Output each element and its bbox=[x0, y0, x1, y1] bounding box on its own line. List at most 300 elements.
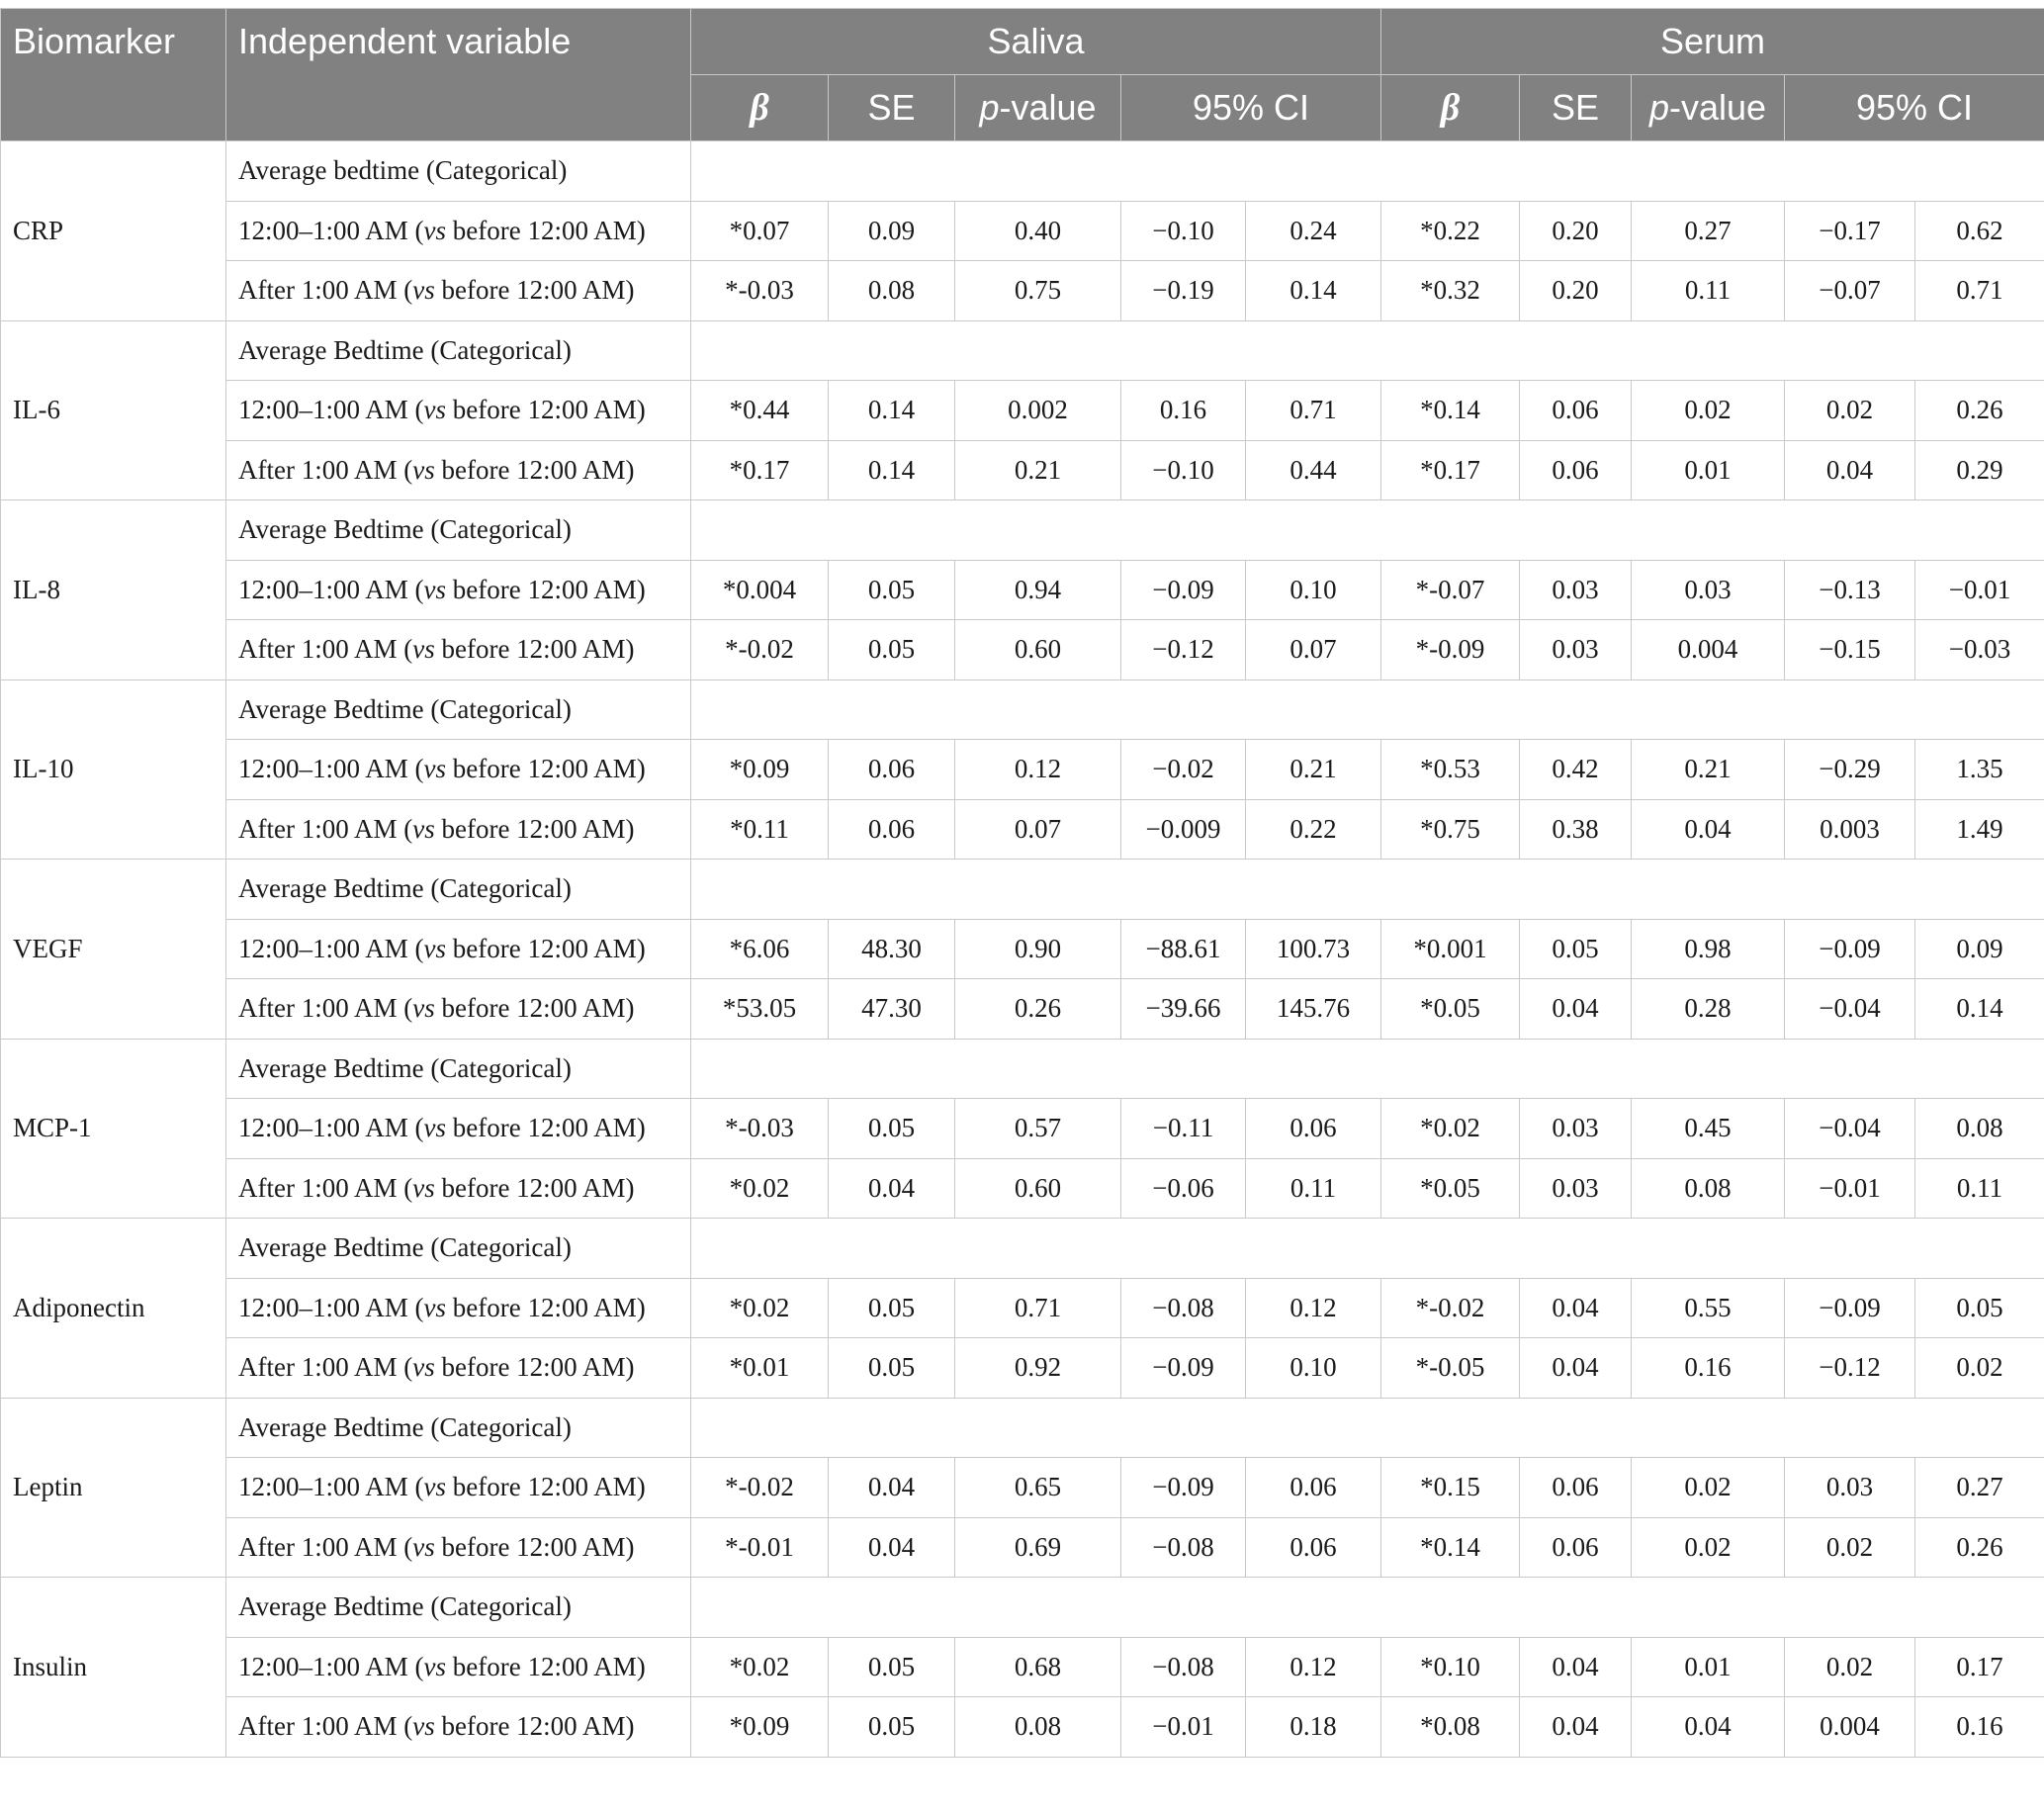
serum-beta-cell: *0.53 bbox=[1381, 740, 1520, 800]
serum-ci-lower-cell: 0.02 bbox=[1785, 1517, 1915, 1578]
serum-ci-lower-cell: −0.04 bbox=[1785, 1099, 1915, 1159]
saliva-p-value-cell: 0.65 bbox=[955, 1458, 1121, 1518]
serum-ci-lower-cell: −0.17 bbox=[1785, 201, 1915, 261]
empty-cell bbox=[691, 680, 2044, 740]
saliva-se-cell: 0.05 bbox=[829, 1099, 955, 1159]
serum-beta-cell: *0.22 bbox=[1381, 201, 1520, 261]
iv-vs: vs bbox=[412, 634, 435, 665]
saliva-beta-cell: *-0.02 bbox=[691, 620, 829, 680]
saliva-se-cell: 47.30 bbox=[829, 979, 955, 1040]
header-saliva-ci: 95% CI bbox=[1121, 75, 1381, 141]
saliva-p-value-cell: 0.26 bbox=[955, 979, 1121, 1040]
table-row bbox=[1, 1099, 2044, 1159]
saliva-se-cell: 0.09 bbox=[829, 201, 955, 261]
header-saliva-se: SE bbox=[829, 75, 955, 141]
iv-suffix: before 12:00 AM) bbox=[434, 1172, 635, 1203]
saliva-se-cell: 0.05 bbox=[829, 1338, 955, 1399]
p-suffix: -value bbox=[1669, 87, 1767, 128]
serum-se-cell: 0.03 bbox=[1520, 1099, 1632, 1159]
serum-se-cell: 0.20 bbox=[1520, 201, 1632, 261]
saliva-se-cell: 0.06 bbox=[829, 799, 955, 860]
empty-cell bbox=[691, 1398, 2044, 1458]
iv-prefix: 12:00–1:00 AM ( bbox=[238, 933, 424, 963]
saliva-p-value-cell: 0.75 bbox=[955, 261, 1121, 321]
saliva-ci-upper-cell: 0.11 bbox=[1246, 1158, 1381, 1219]
iv-suffix: before 12:00 AM) bbox=[434, 634, 635, 665]
table-row bbox=[1, 1158, 2044, 1219]
saliva-ci-upper-cell: 0.10 bbox=[1246, 560, 1381, 620]
iv-suffix: before 12:00 AM) bbox=[446, 1472, 646, 1502]
serum-ci-lower-cell: 0.03 bbox=[1785, 1458, 1915, 1518]
saliva-p-value-cell: 0.68 bbox=[955, 1637, 1121, 1697]
iv-prefix: After 1:00 AM ( bbox=[238, 1172, 413, 1203]
serum-se-cell: 0.03 bbox=[1520, 620, 1632, 680]
iv-vs: vs bbox=[423, 1292, 447, 1322]
saliva-beta-cell: *-0.02 bbox=[691, 1458, 829, 1518]
iv-prefix: After 1:00 AM ( bbox=[238, 275, 413, 306]
saliva-se-cell: 0.04 bbox=[829, 1158, 955, 1219]
table-row bbox=[1, 1517, 2044, 1578]
independent-variable-cell bbox=[226, 1637, 691, 1697]
saliva-beta-cell: *0.11 bbox=[691, 799, 829, 860]
serum-ci-upper-cell: 0.09 bbox=[1915, 919, 2044, 979]
iv-suffix: before 12:00 AM) bbox=[434, 993, 635, 1024]
iv-suffix: before 12:00 AM) bbox=[434, 275, 635, 306]
saliva-beta-cell: *0.17 bbox=[691, 440, 829, 500]
table-row bbox=[1, 1039, 2044, 1099]
iv-prefix: After 1:00 AM ( bbox=[238, 1352, 413, 1383]
empty-cell bbox=[691, 1219, 2044, 1279]
independent-variable-cell bbox=[226, 440, 691, 500]
table-row bbox=[1, 919, 2044, 979]
table-body bbox=[1, 141, 2044, 1758]
saliva-p-value-cell: 0.08 bbox=[955, 1697, 1121, 1758]
saliva-beta-cell: *0.01 bbox=[691, 1338, 829, 1399]
p-italic: p bbox=[1648, 87, 1669, 128]
saliva-ci-upper-cell: 0.06 bbox=[1246, 1458, 1381, 1518]
saliva-beta-cell: *-0.03 bbox=[691, 1099, 829, 1159]
serum-ci-lower-cell: 0.02 bbox=[1785, 1637, 1915, 1697]
iv-vs: vs bbox=[412, 813, 435, 844]
serum-se-cell: 0.38 bbox=[1520, 799, 1632, 860]
serum-beta-cell: *0.14 bbox=[1381, 1517, 1520, 1578]
empty-cell bbox=[691, 1039, 2044, 1099]
category-label: Average Bedtime (Categorical) bbox=[226, 500, 691, 561]
biomarker-cell: IL-10 bbox=[1, 680, 226, 860]
saliva-beta-cell: *6.06 bbox=[691, 919, 829, 979]
saliva-ci-upper-cell: 0.06 bbox=[1246, 1517, 1381, 1578]
iv-vs: vs bbox=[412, 993, 435, 1024]
biomarker-cell: MCP-1 bbox=[1, 1039, 226, 1219]
category-label: Average Bedtime (Categorical) bbox=[226, 1398, 691, 1458]
biomarker-cell: Adiponectin bbox=[1, 1219, 226, 1399]
category-label: Average Bedtime (Categorical) bbox=[226, 1578, 691, 1638]
iv-suffix: before 12:00 AM) bbox=[446, 1651, 646, 1681]
iv-prefix: After 1:00 AM ( bbox=[238, 634, 413, 665]
iv-prefix: 12:00–1:00 AM ( bbox=[238, 215, 424, 245]
results-table bbox=[0, 8, 2044, 1758]
header-serum-ci: 95% CI bbox=[1785, 75, 2044, 141]
saliva-se-cell: 48.30 bbox=[829, 919, 955, 979]
iv-vs: vs bbox=[412, 1352, 435, 1383]
serum-beta-cell: *0.15 bbox=[1381, 1458, 1520, 1518]
serum-se-cell: 0.06 bbox=[1520, 440, 1632, 500]
serum-p-value-cell: 0.01 bbox=[1632, 440, 1785, 500]
table-row bbox=[1, 141, 2044, 202]
table-row bbox=[1, 1458, 2044, 1518]
saliva-beta-cell: *0.09 bbox=[691, 1697, 829, 1758]
empty-cell bbox=[691, 320, 2044, 381]
serum-ci-upper-cell: 0.05 bbox=[1915, 1278, 2044, 1338]
saliva-ci-upper-cell: 0.12 bbox=[1246, 1278, 1381, 1338]
serum-ci-upper-cell: 1.49 bbox=[1915, 799, 2044, 860]
saliva-ci-lower-cell: −0.08 bbox=[1121, 1517, 1246, 1578]
serum-se-cell: 0.05 bbox=[1520, 919, 1632, 979]
iv-prefix: After 1:00 AM ( bbox=[238, 813, 413, 844]
table-row bbox=[1, 740, 2044, 800]
category-label: Average Bedtime (Categorical) bbox=[226, 860, 691, 920]
iv-vs: vs bbox=[423, 1113, 447, 1143]
iv-suffix: before 12:00 AM) bbox=[434, 1711, 635, 1742]
independent-variable-cell bbox=[226, 1278, 691, 1338]
saliva-ci-upper-cell: 0.10 bbox=[1246, 1338, 1381, 1399]
empty-cell bbox=[691, 860, 2044, 920]
header-saliva-beta: β bbox=[691, 75, 829, 141]
saliva-ci-upper-cell: 0.14 bbox=[1246, 261, 1381, 321]
saliva-ci-lower-cell: −0.06 bbox=[1121, 1158, 1246, 1219]
iv-suffix: before 12:00 AM) bbox=[446, 574, 646, 604]
serum-ci-lower-cell: −0.15 bbox=[1785, 620, 1915, 680]
iv-prefix: 12:00–1:00 AM ( bbox=[238, 1292, 424, 1322]
table-row bbox=[1, 979, 2044, 1040]
p-suffix: -value bbox=[999, 87, 1097, 128]
serum-ci-upper-cell: 0.08 bbox=[1915, 1099, 2044, 1159]
saliva-ci-lower-cell: −0.09 bbox=[1121, 1458, 1246, 1518]
table-row bbox=[1, 1219, 2044, 1279]
iv-suffix: before 12:00 AM) bbox=[434, 813, 635, 844]
serum-beta-cell: *0.001 bbox=[1381, 919, 1520, 979]
saliva-ci-upper-cell: 0.44 bbox=[1246, 440, 1381, 500]
saliva-ci-upper-cell: 0.12 bbox=[1246, 1637, 1381, 1697]
iv-vs: vs bbox=[423, 933, 447, 963]
biomarker-cell: CRP bbox=[1, 141, 226, 321]
iv-vs: vs bbox=[423, 395, 447, 425]
serum-p-value-cell: 0.45 bbox=[1632, 1099, 1785, 1159]
serum-ci-upper-cell: 0.11 bbox=[1915, 1158, 2044, 1219]
category-label: Average bedtime (Categorical) bbox=[226, 141, 691, 202]
iv-suffix: before 12:00 AM) bbox=[446, 1292, 646, 1322]
serum-ci-upper-cell: 0.14 bbox=[1915, 979, 2044, 1040]
serum-ci-upper-cell: 0.26 bbox=[1915, 381, 2044, 441]
saliva-ci-upper-cell: 0.71 bbox=[1246, 381, 1381, 441]
table-row bbox=[1, 620, 2044, 680]
serum-p-value-cell: 0.98 bbox=[1632, 919, 1785, 979]
iv-vs: vs bbox=[412, 1172, 435, 1203]
table-row bbox=[1, 320, 2044, 381]
table-row bbox=[1, 500, 2044, 561]
biomarker-cell: IL-8 bbox=[1, 500, 226, 680]
saliva-beta-cell: *0.02 bbox=[691, 1278, 829, 1338]
serum-ci-upper-cell: −0.01 bbox=[1915, 560, 2044, 620]
table-row bbox=[1, 440, 2044, 500]
serum-ci-upper-cell: 0.29 bbox=[1915, 440, 2044, 500]
independent-variable-cell bbox=[226, 979, 691, 1040]
independent-variable-cell bbox=[226, 1517, 691, 1578]
iv-prefix: 12:00–1:00 AM ( bbox=[238, 395, 424, 425]
saliva-ci-lower-cell: −0.09 bbox=[1121, 1338, 1246, 1399]
serum-ci-upper-cell: 0.02 bbox=[1915, 1338, 2044, 1399]
saliva-beta-cell: *-0.03 bbox=[691, 261, 829, 321]
serum-beta-cell: *0.05 bbox=[1381, 979, 1520, 1040]
serum-ci-upper-cell: 0.62 bbox=[1915, 201, 2044, 261]
saliva-ci-upper-cell: 0.18 bbox=[1246, 1697, 1381, 1758]
serum-p-value-cell: 0.01 bbox=[1632, 1637, 1785, 1697]
iv-prefix: After 1:00 AM ( bbox=[238, 1531, 413, 1562]
serum-se-cell: 0.04 bbox=[1520, 1338, 1632, 1399]
serum-ci-upper-cell: 1.35 bbox=[1915, 740, 2044, 800]
serum-beta-cell: *-0.05 bbox=[1381, 1338, 1520, 1399]
serum-se-cell: 0.04 bbox=[1520, 1278, 1632, 1338]
serum-beta-cell: *0.02 bbox=[1381, 1099, 1520, 1159]
saliva-ci-upper-cell: 0.22 bbox=[1246, 799, 1381, 860]
category-label: Average Bedtime (Categorical) bbox=[226, 1219, 691, 1279]
saliva-se-cell: 0.05 bbox=[829, 1697, 955, 1758]
saliva-se-cell: 0.05 bbox=[829, 1278, 955, 1338]
iv-suffix: before 12:00 AM) bbox=[446, 754, 646, 784]
iv-prefix: 12:00–1:00 AM ( bbox=[238, 1472, 424, 1502]
saliva-ci-upper-cell: 0.06 bbox=[1246, 1099, 1381, 1159]
serum-ci-lower-cell: 0.04 bbox=[1785, 440, 1915, 500]
saliva-ci-upper-cell: 0.21 bbox=[1246, 740, 1381, 800]
independent-variable-cell bbox=[226, 740, 691, 800]
iv-vs: vs bbox=[412, 275, 435, 306]
saliva-ci-upper-cell: 100.73 bbox=[1246, 919, 1381, 979]
saliva-p-value-cell: 0.60 bbox=[955, 1158, 1121, 1219]
header-serum-p-value bbox=[1632, 75, 1785, 141]
iv-suffix: before 12:00 AM) bbox=[446, 1113, 646, 1143]
serum-beta-cell: *0.08 bbox=[1381, 1697, 1520, 1758]
saliva-p-value-cell: 0.71 bbox=[955, 1278, 1121, 1338]
saliva-beta-cell: *0.004 bbox=[691, 560, 829, 620]
header-biomarker: Biomarker bbox=[1, 9, 226, 141]
iv-prefix: 12:00–1:00 AM ( bbox=[238, 1651, 424, 1681]
serum-beta-cell: *0.17 bbox=[1381, 440, 1520, 500]
iv-vs: vs bbox=[423, 215, 447, 245]
saliva-se-cell: 0.04 bbox=[829, 1517, 955, 1578]
iv-prefix: 12:00–1:00 AM ( bbox=[238, 754, 424, 784]
saliva-beta-cell: *-0.01 bbox=[691, 1517, 829, 1578]
serum-se-cell: 0.04 bbox=[1520, 1637, 1632, 1697]
saliva-p-value-cell: 0.21 bbox=[955, 440, 1121, 500]
table-row bbox=[1, 201, 2044, 261]
header-serum-beta: β bbox=[1381, 75, 1520, 141]
table-row bbox=[1, 1697, 2044, 1758]
serum-p-value-cell: 0.004 bbox=[1632, 620, 1785, 680]
iv-vs: vs bbox=[423, 574, 447, 604]
independent-variable-cell bbox=[226, 261, 691, 321]
serum-beta-cell: *0.10 bbox=[1381, 1637, 1520, 1697]
independent-variable-cell bbox=[226, 201, 691, 261]
serum-se-cell: 0.06 bbox=[1520, 381, 1632, 441]
iv-suffix: before 12:00 AM) bbox=[446, 933, 646, 963]
saliva-p-value-cell: 0.07 bbox=[955, 799, 1121, 860]
serum-ci-lower-cell: −0.01 bbox=[1785, 1158, 1915, 1219]
saliva-beta-cell: *0.44 bbox=[691, 381, 829, 441]
saliva-ci-lower-cell: −88.61 bbox=[1121, 919, 1246, 979]
independent-variable-cell bbox=[226, 919, 691, 979]
biomarker-cell: Leptin bbox=[1, 1398, 226, 1578]
iv-prefix: After 1:00 AM ( bbox=[238, 454, 413, 485]
table-row bbox=[1, 560, 2044, 620]
serum-ci-lower-cell: 0.003 bbox=[1785, 799, 1915, 860]
table-row bbox=[1, 1637, 2044, 1697]
header-independent-variable: Independent variable bbox=[226, 9, 691, 141]
serum-p-value-cell: 0.55 bbox=[1632, 1278, 1785, 1338]
serum-se-cell: 0.03 bbox=[1520, 1158, 1632, 1219]
saliva-p-value-cell: 0.57 bbox=[955, 1099, 1121, 1159]
serum-p-value-cell: 0.16 bbox=[1632, 1338, 1785, 1399]
category-label: Average Bedtime (Categorical) bbox=[226, 1039, 691, 1099]
serum-p-value-cell: 0.21 bbox=[1632, 740, 1785, 800]
saliva-se-cell: 0.14 bbox=[829, 440, 955, 500]
iv-prefix: 12:00–1:00 AM ( bbox=[238, 1113, 424, 1143]
iv-prefix: After 1:00 AM ( bbox=[238, 993, 413, 1024]
saliva-beta-cell: *0.07 bbox=[691, 201, 829, 261]
independent-variable-cell bbox=[226, 1458, 691, 1518]
saliva-ci-lower-cell: −0.01 bbox=[1121, 1697, 1246, 1758]
saliva-p-value-cell: 0.002 bbox=[955, 381, 1121, 441]
serum-ci-lower-cell: −0.09 bbox=[1785, 919, 1915, 979]
header-serum: Serum bbox=[1381, 9, 2044, 75]
saliva-ci-lower-cell: 0.16 bbox=[1121, 381, 1246, 441]
saliva-ci-lower-cell: −0.11 bbox=[1121, 1099, 1246, 1159]
independent-variable-cell bbox=[226, 799, 691, 860]
independent-variable-cell bbox=[226, 1099, 691, 1159]
independent-variable-cell bbox=[226, 1697, 691, 1758]
serum-p-value-cell: 0.03 bbox=[1632, 560, 1785, 620]
iv-suffix: before 12:00 AM) bbox=[434, 1531, 635, 1562]
empty-cell bbox=[691, 141, 2044, 202]
biomarker-cell: Insulin bbox=[1, 1578, 226, 1758]
saliva-beta-cell: *0.02 bbox=[691, 1637, 829, 1697]
saliva-ci-lower-cell: −0.10 bbox=[1121, 440, 1246, 500]
serum-ci-lower-cell: −0.04 bbox=[1785, 979, 1915, 1040]
iv-prefix: After 1:00 AM ( bbox=[238, 1711, 413, 1742]
serum-ci-lower-cell: −0.07 bbox=[1785, 261, 1915, 321]
saliva-se-cell: 0.05 bbox=[829, 560, 955, 620]
saliva-se-cell: 0.05 bbox=[829, 1637, 955, 1697]
header-saliva-p-value bbox=[955, 75, 1121, 141]
iv-vs: vs bbox=[423, 754, 447, 784]
serum-ci-lower-cell: −0.13 bbox=[1785, 560, 1915, 620]
table-row bbox=[1, 1398, 2044, 1458]
serum-se-cell: 0.06 bbox=[1520, 1517, 1632, 1578]
serum-p-value-cell: 0.02 bbox=[1632, 381, 1785, 441]
iv-vs: vs bbox=[412, 454, 435, 485]
saliva-ci-upper-cell: 145.76 bbox=[1246, 979, 1381, 1040]
serum-beta-cell: *0.05 bbox=[1381, 1158, 1520, 1219]
saliva-beta-cell: *0.02 bbox=[691, 1158, 829, 1219]
serum-p-value-cell: 0.11 bbox=[1632, 261, 1785, 321]
table-row bbox=[1, 680, 2044, 740]
saliva-se-cell: 0.06 bbox=[829, 740, 955, 800]
saliva-p-value-cell: 0.94 bbox=[955, 560, 1121, 620]
serum-p-value-cell: 0.02 bbox=[1632, 1458, 1785, 1518]
iv-prefix: 12:00–1:00 AM ( bbox=[238, 574, 424, 604]
table-row bbox=[1, 261, 2044, 321]
saliva-se-cell: 0.04 bbox=[829, 1458, 955, 1518]
saliva-p-value-cell: 0.69 bbox=[955, 1517, 1121, 1578]
serum-beta-cell: *-0.07 bbox=[1381, 560, 1520, 620]
serum-beta-cell: *0.75 bbox=[1381, 799, 1520, 860]
serum-se-cell: 0.03 bbox=[1520, 560, 1632, 620]
serum-se-cell: 0.06 bbox=[1520, 1458, 1632, 1518]
saliva-se-cell: 0.05 bbox=[829, 620, 955, 680]
iv-vs: vs bbox=[423, 1651, 447, 1681]
iv-vs: vs bbox=[412, 1531, 435, 1562]
serum-ci-lower-cell: −0.12 bbox=[1785, 1338, 1915, 1399]
saliva-p-value-cell: 0.40 bbox=[955, 201, 1121, 261]
saliva-ci-lower-cell: −0.08 bbox=[1121, 1637, 1246, 1697]
independent-variable-cell bbox=[226, 560, 691, 620]
table-header bbox=[1, 9, 2044, 141]
serum-ci-lower-cell: 0.02 bbox=[1785, 381, 1915, 441]
serum-ci-upper-cell: −0.03 bbox=[1915, 620, 2044, 680]
serum-p-value-cell: 0.02 bbox=[1632, 1517, 1785, 1578]
iv-vs: vs bbox=[412, 1711, 435, 1742]
iv-suffix: before 12:00 AM) bbox=[446, 395, 646, 425]
serum-ci-lower-cell: −0.29 bbox=[1785, 740, 1915, 800]
serum-p-value-cell: 0.28 bbox=[1632, 979, 1785, 1040]
serum-ci-lower-cell: −0.09 bbox=[1785, 1278, 1915, 1338]
saliva-ci-lower-cell: −0.02 bbox=[1121, 740, 1246, 800]
category-label: Average Bedtime (Categorical) bbox=[226, 680, 691, 740]
saliva-ci-lower-cell: −0.09 bbox=[1121, 560, 1246, 620]
empty-cell bbox=[691, 500, 2044, 561]
saliva-se-cell: 0.14 bbox=[829, 381, 955, 441]
serum-beta-cell: *0.32 bbox=[1381, 261, 1520, 321]
independent-variable-cell bbox=[226, 620, 691, 680]
saliva-ci-lower-cell: −0.19 bbox=[1121, 261, 1246, 321]
independent-variable-cell bbox=[226, 1338, 691, 1399]
header-saliva: Saliva bbox=[691, 9, 1381, 75]
iv-suffix: before 12:00 AM) bbox=[446, 215, 646, 245]
serum-ci-upper-cell: 0.71 bbox=[1915, 261, 2044, 321]
saliva-p-value-cell: 0.90 bbox=[955, 919, 1121, 979]
serum-se-cell: 0.20 bbox=[1520, 261, 1632, 321]
serum-beta-cell: *0.14 bbox=[1381, 381, 1520, 441]
table-row bbox=[1, 1278, 2044, 1338]
independent-variable-cell bbox=[226, 381, 691, 441]
saliva-ci-lower-cell: −0.10 bbox=[1121, 201, 1246, 261]
serum-ci-upper-cell: 0.17 bbox=[1915, 1637, 2044, 1697]
saliva-p-value-cell: 0.60 bbox=[955, 620, 1121, 680]
serum-ci-lower-cell: 0.004 bbox=[1785, 1697, 1915, 1758]
table-row bbox=[1, 860, 2044, 920]
serum-se-cell: 0.04 bbox=[1520, 1697, 1632, 1758]
iv-suffix: before 12:00 AM) bbox=[434, 454, 635, 485]
table-row bbox=[1, 1338, 2044, 1399]
saliva-se-cell: 0.08 bbox=[829, 261, 955, 321]
serum-ci-upper-cell: 0.16 bbox=[1915, 1697, 2044, 1758]
serum-se-cell: 0.42 bbox=[1520, 740, 1632, 800]
header-serum-se: SE bbox=[1520, 75, 1632, 141]
empty-cell bbox=[691, 1578, 2044, 1638]
saliva-ci-upper-cell: 0.07 bbox=[1246, 620, 1381, 680]
biomarker-cell: VEGF bbox=[1, 860, 226, 1040]
iv-vs: vs bbox=[423, 1472, 447, 1502]
biomarker-cell: IL-6 bbox=[1, 320, 226, 500]
